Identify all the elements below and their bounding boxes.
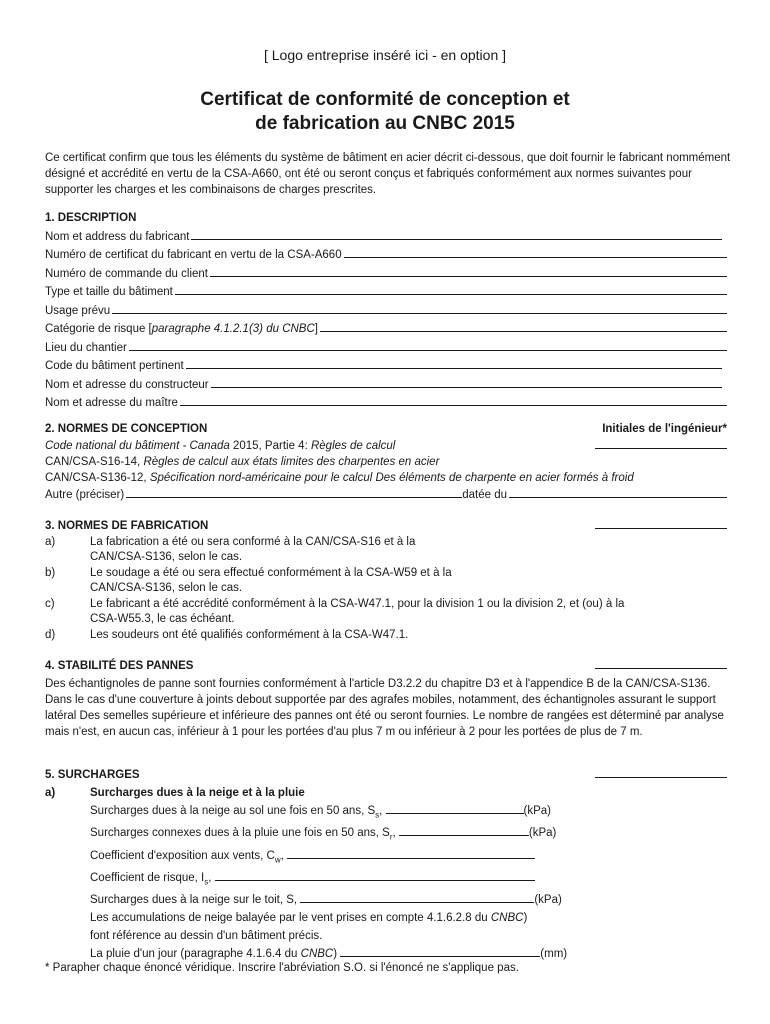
list-item: d) Les soudeurs ont été qualifiés conformément à la CSA-W47.1. [45, 628, 409, 641]
initials-field-fabrication[interactable] [595, 517, 727, 529]
load-wind-exposure: Coefficient d'exposition aux vents, $C_w$, [90, 847, 727, 869]
load-roof-snow: Surcharges dues à la neige sur le toit, S, (kPa) [90, 891, 727, 909]
wind-exposure-field[interactable] [287, 847, 535, 859]
section-loads-title: 5. SURCHARGES [45, 769, 140, 781]
field-building-type: Type et taille du bâtiment [45, 283, 727, 302]
field-owner: Nom et adresse du maître [45, 394, 727, 413]
load-drift-snow: Les accumulations de neige balayée par le vent prises en compte 4.1.6.2.8 du CNBC) font référence au dessin d'un bâtiment précis. [90, 912, 528, 943]
intro-paragraph: Ce certificat confirm que tous les éléments du système de bâtiment en acier décrit ci-dessous, que doit fournir le fabricant nommément désigné et accrédité en vertu de la CSA-A660, ont été ou seront conçus et fabriqués conformément aux normes suivantes pour supporter les charges et les combinaisons de charges prescrites. [45, 152, 731, 196]
design-standard-s136: CAN/CSA-S136-12, Spécification nord-américaine pour le calcul Des éléments de charpente en acier formés à froid [45, 472, 634, 484]
section-description [45, 210, 727, 413]
logo-placeholder: [ Logo entreprise inséré ici - en option ] [263, 47, 507, 63]
section-description-title: 1. DESCRIPTION [45, 212, 137, 224]
other-standard-field[interactable] [126, 486, 462, 498]
field-line[interactable] [211, 376, 722, 388]
design-standard-s16: CAN/CSA-S16-14, Règles de calcul aux états limites des charpentes en acier [45, 456, 440, 468]
risk-coefficient-field[interactable] [215, 869, 535, 881]
page-title [0, 88, 770, 136]
field-contractor: Nom et adresse du constructeur [45, 376, 727, 395]
field-line[interactable] [320, 320, 727, 332]
one-day-rain-field[interactable] [340, 945, 540, 957]
field-intended-use: Usage prévu [45, 302, 727, 321]
field-site-location: Lieu du chantier [45, 339, 727, 358]
ground-snow-field[interactable] [386, 802, 524, 814]
section-fabrication-title: 3. NORMES DE FABRICATION [45, 520, 209, 532]
title-line-1: Certificat de conformité de conception et [200, 89, 570, 110]
field-line[interactable] [129, 339, 727, 351]
field-line[interactable] [186, 357, 722, 369]
section-fabrication-standards [45, 517, 727, 643]
section-purlins-title: 4. STABILITÉ DES PANNES [45, 660, 194, 672]
section-design-standards [45, 421, 727, 503]
engineer-initials-label: Initiales de l'ingénieur* [602, 423, 727, 435]
footnote: * Parapher chaque énoncé véridique. Inscrire l'abréviation S.O. si l'énoncé ne s'applique pas. [45, 962, 519, 974]
field-line[interactable] [112, 302, 727, 314]
rain-load-field[interactable] [399, 824, 529, 836]
load-one-day-rain: La pluie d'un jour (paragraphe 4.1.6.4 du CNBC) (mm) [90, 945, 727, 963]
field-order-number: Numéro de commande du client [45, 265, 727, 284]
field-line[interactable] [180, 394, 727, 406]
title-line-2: de fabrication au CNBC 2015 [255, 113, 515, 134]
load-risk-coefficient: Coefficient de risque, $I_s$, [90, 869, 727, 891]
field-line[interactable] [175, 283, 727, 295]
field-risk-category: Catégorie de risque [ paragraphe 4.1.2.1(3) du CNBC ] [45, 320, 727, 339]
design-standard-code: Code national du bâtiment - Canada 2015, Partie 4: Règles de calcul [45, 437, 727, 454]
initials-field-loads[interactable] [595, 766, 727, 778]
field-line[interactable] [344, 246, 727, 258]
roof-snow-field[interactable] [300, 891, 534, 903]
date-field[interactable] [509, 486, 727, 498]
field-line[interactable] [191, 228, 722, 240]
section-loads [45, 766, 727, 963]
loads-subsection-a: a) Surcharges dues à la neige et à la pluie [45, 787, 305, 799]
load-ground-snow: Surcharges dues à la neige au sol une fois en 50 ans, $S_s$, (kPa) [90, 802, 727, 824]
field-line[interactable] [210, 265, 727, 277]
list-item: b) Le soudage a été ou sera effectué conformément à la CSA-W59 et à la CAN/CSA-S136, selon le cas. [45, 566, 452, 594]
field-certificate-number: Numéro de certificat du fabricant en vertu de la CSA-A660 [45, 246, 727, 265]
initials-field-purlins[interactable] [595, 657, 727, 669]
initials-field-design[interactable] [595, 437, 727, 449]
section-design-title: 2. NORMES DE CONCEPTION [45, 423, 208, 435]
list-item: c) Le fabricant a été accrédité conformément à la CSA-W47.1, pour la division 1 ou la division 2, et (ou) à la CSA-W55.3, le cas échéant. [45, 597, 625, 625]
load-rain: Surcharges connexes dues à la pluie une fois en 50 ans, $S_r$, (kPa) [90, 824, 727, 846]
section-purlin-stability [45, 657, 727, 740]
field-manufacturer-name: Nom et address du fabricant [45, 228, 727, 247]
list-item: a) La fabrication a été ou sera conformé à la CAN/CSA-S16 et à la CAN/CSA-S136, selon le cas. [45, 535, 416, 563]
design-standard-other: Autre (préciser) datée du [45, 486, 727, 503]
purlins-paragraph: Des échantignoles de panne sont fournies conformément à l'article D3.2.2 du chapitre D3 et à l'appendice B de la CAN/CSA-S136. Dans le cas d'une couverture à joints debout supportée par des agrafes mobiles, notamment, des échantignoles assurant le support latéral Des semelles supérieure et inférieure des pannes ont été ou seront fournies. Le nombre de rangées est déterminé par analyse mais n'est, en aucun cas, inférieur à 1 pour les portées d'au plus 7 m ou inférieur à 2 pour les portées de plus de 7 m. [45, 677, 724, 738]
field-building-code: Code du bâtiment pertinent [45, 357, 727, 376]
